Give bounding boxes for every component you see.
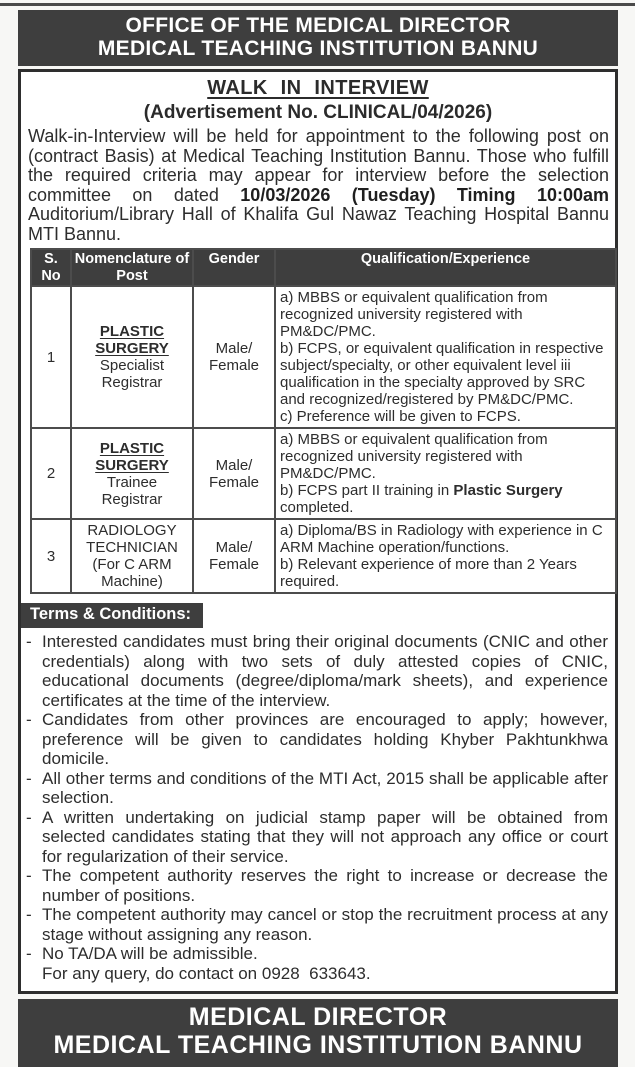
qualification-line <box>280 556 611 590</box>
qualification-line <box>280 482 611 516</box>
post-qualification <box>275 519 616 593</box>
post-gender: Male/ Female <box>193 519 275 593</box>
qualification-line <box>280 522 611 556</box>
bullet-dash: - <box>26 632 32 651</box>
terms-item <box>26 866 608 905</box>
table-row <box>31 519 616 593</box>
post-serial-number: 2 <box>31 428 71 519</box>
post-gender: Male/ Female <box>193 286 275 428</box>
post-nomenclature <box>71 286 193 428</box>
advertisement-number: (Advertisement No. CLINICAL/04/2026) <box>143 102 493 123</box>
qualification-segment: a) Diploma/BS in Radiology with experience in C ARM Machine operation/functions. <box>280 522 603 556</box>
column-header-nomenclature: Nomenclature of Post <box>71 249 193 286</box>
qualification-segment: completed. <box>280 499 354 516</box>
ad-footer-band <box>18 999 618 1067</box>
posts-table-header-row <box>31 249 616 286</box>
ad-header-band <box>18 10 618 66</box>
qualification-line <box>280 289 611 340</box>
qualification-line <box>280 408 611 425</box>
qualification-segment: a) MBBS or equivalent qualification from recognized university registered with PM&DC/PMC. <box>280 289 548 340</box>
terms-item-text: The competent authority may cancel or stop the recruitment process at any stage without assigning any reason. <box>42 905 608 944</box>
post-title: PLASTIC SURGERY <box>95 323 169 357</box>
post-nomenclature <box>71 428 193 519</box>
post-subtitle: Specialist Registrar <box>99 357 165 391</box>
header-office-line: OFFICE OF THE MEDICAL DIRECTOR <box>125 14 511 37</box>
header-institution-line: MEDICAL TEACHING INSTITUTION BANNU <box>97 37 539 60</box>
column-header-gender: Gender <box>193 249 275 286</box>
footer-designation-line: MEDICAL DIRECTOR <box>188 1003 448 1031</box>
posts-table <box>30 248 617 594</box>
intro-paragraph <box>28 127 609 244</box>
terms-item <box>26 710 608 769</box>
top-divider <box>0 3 635 6</box>
post-subtitle: Trainee Registrar <box>101 473 163 508</box>
terms-conditions-list <box>26 632 608 964</box>
intro-text-before: Walk-in-Interview will be held for appointment to the following post on (contract Basis) at Medical Teaching Institution Bannu. Those who fulfill the required criteria may appear for interview before the selection committee on dated <box>28 126 609 205</box>
bullet-dash: - <box>26 710 32 729</box>
terms-item-text: The competent authority reserves the right to increase or decrease the number of positions. <box>42 866 608 905</box>
post-qualification <box>275 428 616 519</box>
post-nomenclature <box>71 519 193 593</box>
terms-item <box>26 808 608 867</box>
terms-item-text: All other terms and conditions of the MTI Act, 2015 shall be applicable after selection. <box>42 768 608 807</box>
post-title: PLASTIC SURGERY <box>95 439 169 474</box>
qualification-segment: b) FCPS, or equivalent qualification in respective subject/specialty, or other equivalent level iii qualification in the specialty approved by SRC and recognized/registered by PM&DC/PMC. <box>280 340 604 408</box>
post-qualification <box>275 286 616 428</box>
column-header-sno: S. No <box>31 249 71 286</box>
terms-conditions-label: Terms & Conditions: <box>21 603 203 628</box>
qualification-segment: b) Relevant experience of more than 2 Years required. <box>280 556 577 590</box>
qualification-segment: c) Preference will be given to FCPS. <box>280 408 521 425</box>
post-serial-number: 1 <box>31 286 71 428</box>
newspaper-job-advertisement <box>18 10 618 1067</box>
ad-content-box <box>18 69 618 994</box>
terms-item <box>26 769 608 808</box>
post-serial-number: 3 <box>31 519 71 593</box>
column-header-qualification: Qualification/Experience <box>275 249 616 286</box>
terms-item <box>26 905 608 944</box>
qualification-line <box>280 431 611 482</box>
footer-institution-line: MEDICAL TEACHING INSTITUTION BANNU <box>53 1031 583 1059</box>
table-row <box>31 286 616 428</box>
qualification-segment: b) FCPS part II training in <box>280 482 454 499</box>
qualification-bold-segment: Plastic Surgery <box>453 482 563 499</box>
table-row <box>31 428 616 519</box>
post-gender: Male/ Female <box>193 428 275 519</box>
query-contact-line: For any query, do contact on 0928 633643. <box>42 963 371 983</box>
walk-in-interview-title: WALK IN INTERVIEW <box>207 77 429 99</box>
bullet-dash: - <box>26 866 32 885</box>
terms-item-text: No TA/DA will be admissible. <box>42 944 258 963</box>
intro-date-time-bold: 10/03/2026 (Tuesday) Timing 10:00am <box>240 184 609 205</box>
bullet-dash: - <box>26 944 32 963</box>
terms-item-text: A written undertaking on judicial stamp paper will be obtained from selected candidates stating that they will not approach any office or court for regularization of their service. <box>42 807 608 866</box>
intro-text-after: Auditorium/Library Hall of Khalifa Gul Nawaz Teaching Hospital Bannu MTI Bannu. <box>28 204 609 244</box>
terms-item-text: Candidates from other provinces are encouraged to apply; however, preference will be given to candidates holding Khyber Pakhtunkhwa domicile. <box>42 710 608 768</box>
terms-item <box>26 944 608 964</box>
terms-item-text: Interested candidates must bring their original documents (CNIC and other credentials) along with two sets of duly attested copies of CNIC, educational documents (degree/diploma/mark sheets), and experience certificates at the time of the interview. <box>42 632 608 710</box>
qualification-line <box>280 340 611 408</box>
bullet-dash: - <box>26 807 32 827</box>
post-title: RADIOLOGY TECHNICIAN (For C ARM Machine) <box>86 522 178 590</box>
qualification-segment: a) MBBS or equivalent qualification from recognized university registered with PM&DC/PMC. <box>280 431 548 482</box>
bullet-dash: - <box>26 768 32 788</box>
terms-item <box>26 632 608 710</box>
bullet-dash: - <box>26 905 32 924</box>
